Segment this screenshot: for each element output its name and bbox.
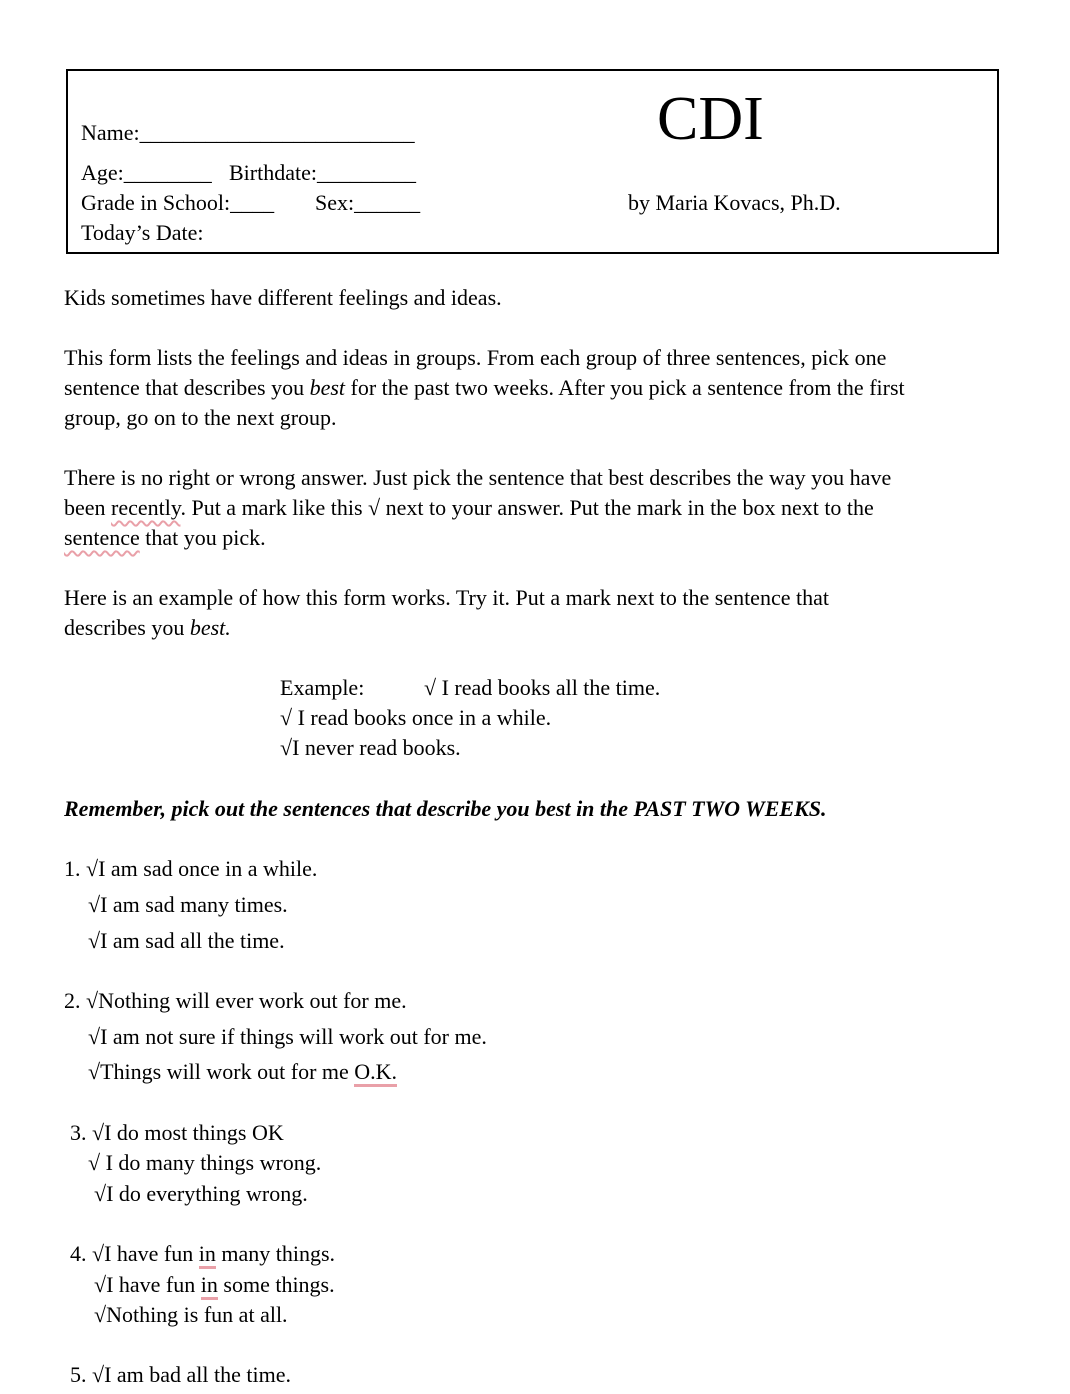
intro-paragraph-1: Kids sometimes have different feelings and ideas. bbox=[64, 285, 502, 310]
document-title: CDI bbox=[657, 85, 764, 153]
grade-field-label: Grade in School:____ bbox=[81, 190, 275, 215]
age-field-label: Age:________ bbox=[81, 160, 212, 185]
item-4-option-a[interactable] bbox=[70, 1239, 335, 1269]
item-1-option-a[interactable]: 1. √I am sad once in a while. bbox=[64, 856, 318, 881]
example-option-3[interactable]: √I never read books. bbox=[280, 735, 461, 760]
spellcheck-word-sentence[interactable]: sentence bbox=[64, 525, 140, 550]
item-4-option-c[interactable]: √Nothing is fun at all. bbox=[94, 1302, 288, 1327]
intro-paragraph-2-line-2 bbox=[64, 373, 905, 403]
item-2-option-c[interactable] bbox=[88, 1057, 397, 1087]
text-run: sentence that describes you bbox=[64, 375, 310, 400]
name-field-label: Name:_________________________ bbox=[81, 120, 415, 145]
reminder-instruction: Remember, pick out the sentences that describe you best in the PAST TWO WEEKS. bbox=[64, 796, 827, 821]
intro-paragraph-3-line-2 bbox=[64, 493, 874, 523]
intro-paragraph-3-line-3 bbox=[64, 523, 266, 553]
sex-field-label: Sex:______ bbox=[315, 190, 421, 215]
text-run: √I have fun bbox=[94, 1272, 201, 1297]
text-run: 4. √I have fun bbox=[70, 1241, 199, 1266]
item-3-option-b[interactable]: √ I do many things wrong. bbox=[88, 1150, 322, 1175]
text-run: describes you bbox=[64, 615, 190, 640]
text-run: been bbox=[64, 495, 112, 520]
item-2-option-a[interactable]: 2. √Nothing will ever work out for me. bbox=[64, 988, 407, 1013]
text-run: some things. bbox=[217, 1272, 335, 1297]
text-run: . Put a mark like this √ next to your answer. Put the mark in the box next to the bbox=[180, 495, 874, 520]
item-5-option-a[interactable]: 5. √I am bad all the time. bbox=[70, 1362, 292, 1387]
spellcheck-word-ok[interactable]: O.K. bbox=[354, 1059, 397, 1087]
emphasis-best: best bbox=[309, 375, 346, 400]
intro-paragraph-4-line-2 bbox=[64, 613, 231, 643]
text-run: many things. bbox=[215, 1241, 336, 1266]
intro-paragraph-2-line-3: group, go on to the next group. bbox=[64, 405, 337, 430]
birthdate-field-label: Birthdate:_________ bbox=[229, 160, 416, 185]
item-3-option-a[interactable]: 3. √I do most things OK bbox=[70, 1120, 284, 1145]
text-run: √Things will work out for me bbox=[88, 1059, 355, 1084]
text-run: that you pick. bbox=[139, 525, 266, 550]
item-1-option-c[interactable]: √I am sad all the time. bbox=[88, 928, 285, 953]
intro-paragraph-2-line-1: This form lists the feelings and ideas in groups. From each group of three sentences, pick one bbox=[64, 345, 887, 370]
example-label: Example: bbox=[280, 675, 365, 700]
item-4-option-b[interactable] bbox=[94, 1270, 335, 1300]
item-2-option-b[interactable]: √I am not sure if things will work out for me. bbox=[88, 1024, 487, 1049]
spellcheck-word-in[interactable]: in bbox=[201, 1272, 218, 1300]
intro-paragraph-4-line-1: Here is an example of how this form works. Try it. Put a mark next to the sentence that bbox=[64, 585, 829, 610]
date-field-label: Today’s Date: bbox=[81, 220, 204, 245]
intro-paragraph-3-line-1: There is no right or wrong answer. Just pick the sentence that best describes the way you have bbox=[64, 465, 892, 490]
spellcheck-word-in[interactable]: in bbox=[199, 1241, 216, 1269]
author-line: by Maria Kovacs, Ph.D. bbox=[628, 190, 841, 215]
example-option-1[interactable]: √ I read books all the time. bbox=[424, 675, 661, 700]
text-run: for the past two weeks. After you pick a sentence from the first bbox=[345, 375, 905, 400]
item-1-option-b[interactable]: √I am sad many times. bbox=[88, 892, 288, 917]
spellcheck-word-recently[interactable]: recently bbox=[111, 495, 181, 520]
example-option-2[interactable]: √ I read books once in a while. bbox=[280, 705, 552, 730]
item-3-option-c[interactable]: √I do everything wrong. bbox=[94, 1181, 308, 1206]
emphasis-best: best. bbox=[189, 615, 231, 640]
